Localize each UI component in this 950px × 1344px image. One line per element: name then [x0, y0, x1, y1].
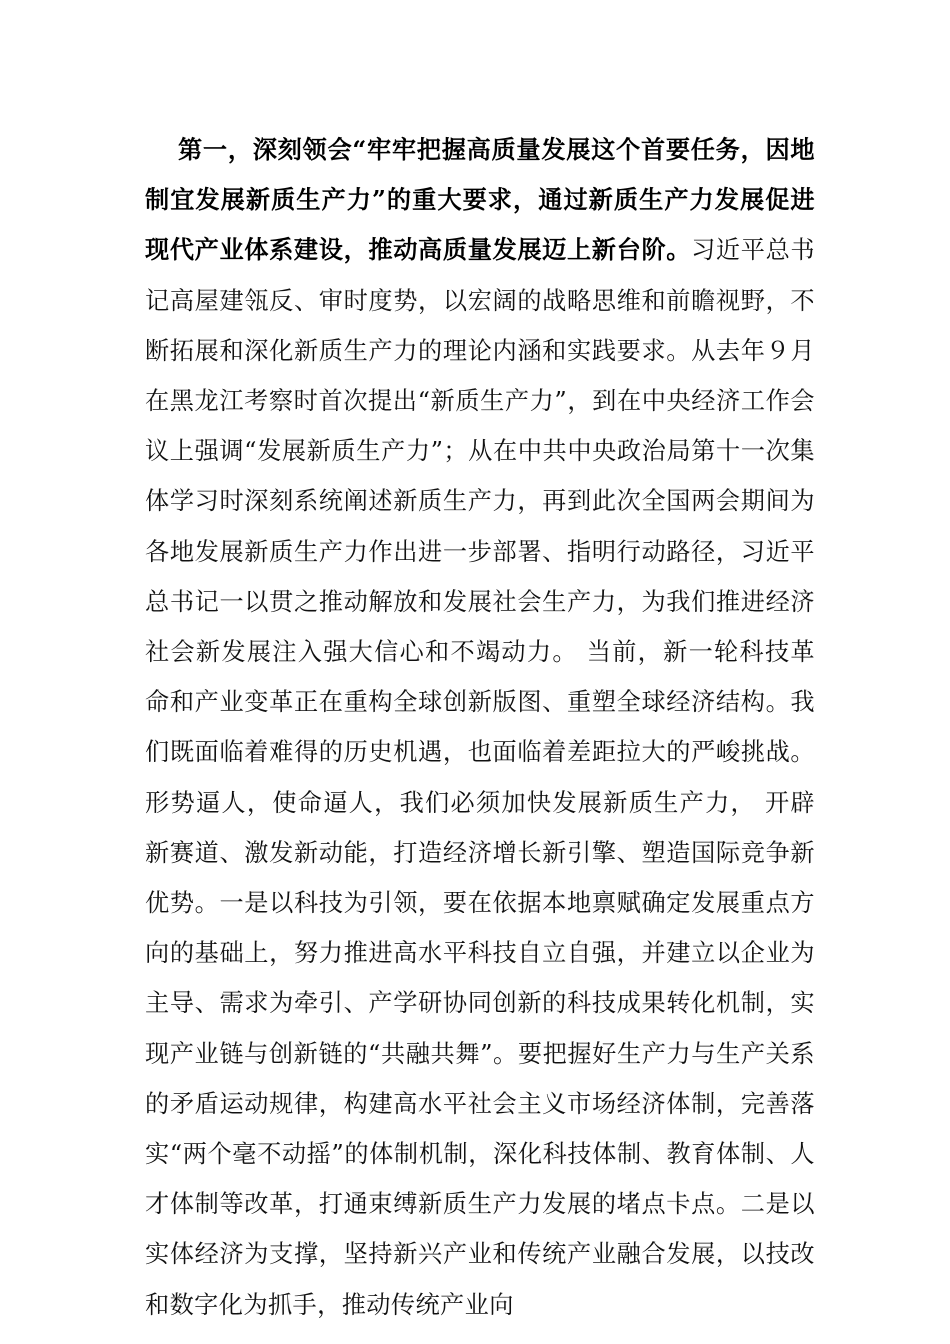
body-paragraph: [145, 125, 815, 1330]
bold-lead-sentence: 第一，深刻领会“牢牢把握高质量发展这个首要任务，因地制宜发展新质生产力”的重大要求，通过新质生产力发展促进现代产业体系建设，推动高质量发展迈上新台阶。: [145, 135, 815, 265]
paragraph-body-text: 习近平总书记高屋建瓴反、审时度势，以宏阔的战略思维和前瞻视野，不断拓展和深化新质生产力的理论内涵和实践要求。从去年９月在黑龙江考察时首次提出“新质生产力”，到在中央经济工作会议上强调“发展新质生产力”；从在中共中央政治局第十一次集体学习时深刻系统阐述新质生产力，再到此次全国两会期间为各地发展新质生产力作出进一步部署、指明行动路径，习近平总书记一以贯之推动解放和发展社会生产力，为我们推进经济社会新发展注入强大信心和不竭动力。 当前，新一轮科技革命和产业变革正在重构全球创新版图、重塑全球经济结构。我们既面临着难得的历史机遇，也面临着差距拉大的严峻挑战。形势逼人，使命逼人，我们必须加快发展新质生产力， 开辟新赛道、激发新动能，打造经济增长新引擎、塑造国际竞争新优势。一是以科技为引领，要在依据本地禀赋确定发展重点方向的基础上，努力推进高水平科技自立自强，并建立以企业为主导、需求为牵引、产学研协同创新的科技成果转化机制，实现产业链与创新链的“共融共舞”。要把握好生产力与生产关系的矛盾运动规律，构建高水平社会主义市场经济体制，完善落实“两个毫不动摇”的体制机制，深化科技体制、教育体制、人才体制等改革，打通束缚新质生产力发展的堵点卡点。二是以实体经济为支撑，坚持新兴产业和传统产业融合发展，以技改和数字化为抓手，推动传统产业向: [145, 236, 815, 1319]
